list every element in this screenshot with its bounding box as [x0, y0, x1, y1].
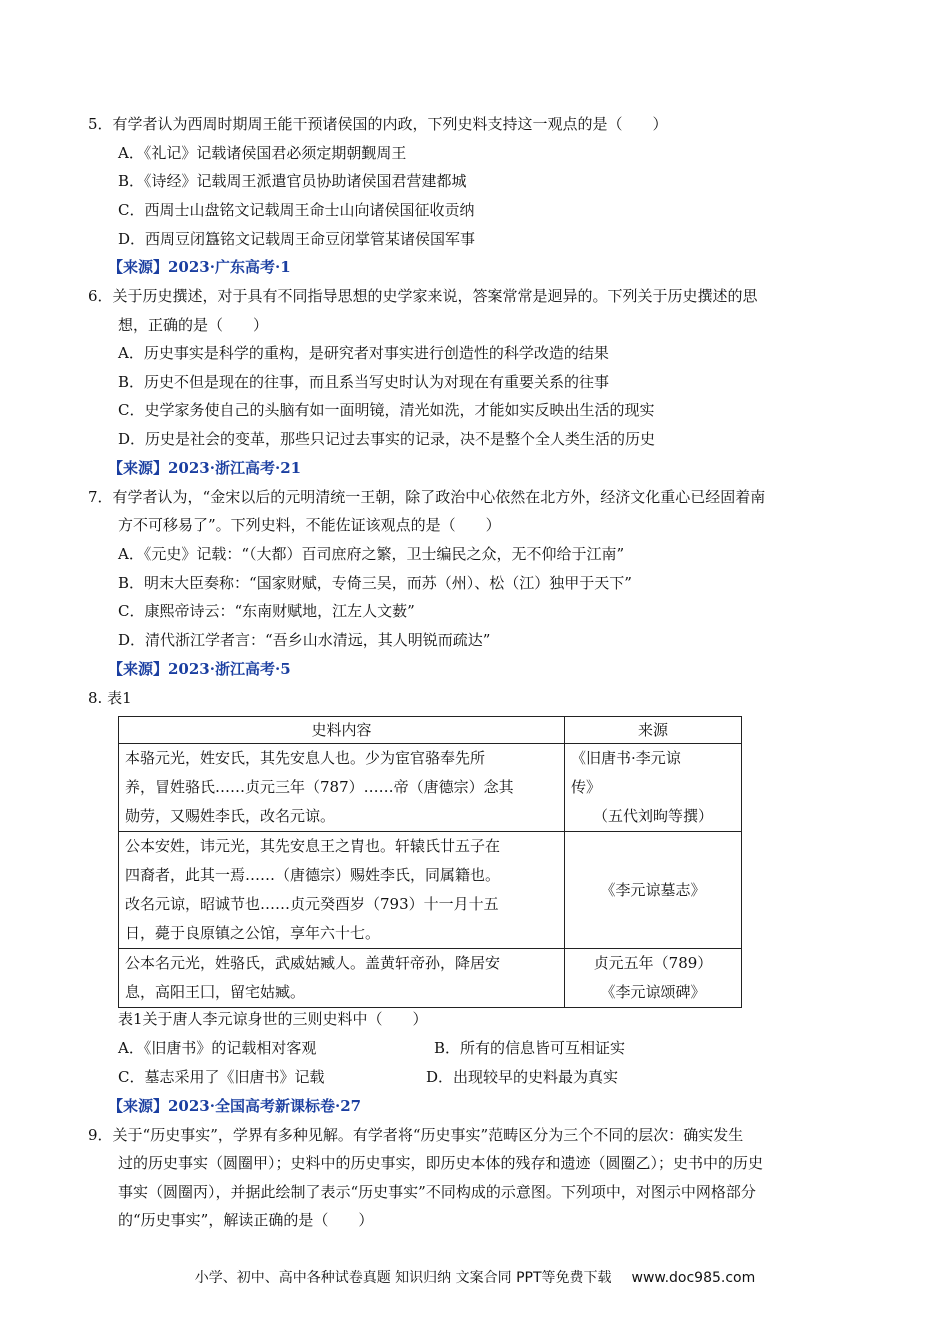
q8-option-a: A．《旧唐书》的记载相对客观 — [118, 1039, 317, 1057]
table-header-source: 来源 — [565, 717, 742, 744]
page-footer — [0, 1267, 950, 1287]
cell-line: 《旧唐书·李元谅 — [571, 749, 681, 767]
table-cell-source — [565, 832, 742, 949]
table-cell-content — [119, 832, 565, 949]
cell-line: 日，薨于良原镇之公馆，享年六十七。 — [125, 924, 381, 942]
q7-source: 【来源】2023·浙江高考·5 — [108, 660, 291, 678]
q6-option-d: D．历史是社会的变革，那些只记过去事实的记录，决不是整个全人类生活的历史 — [118, 430, 656, 448]
cell-line: 改名元谅，昭诚节也……贞元癸酉岁（793）十一月十五 — [125, 895, 499, 913]
cell-line: 息，高阳王囗，留宅姑臧。 — [125, 983, 306, 1001]
q5-option-b: B．《诗经》记载周王派遣官员协助诸侯国君营建都城 — [118, 172, 467, 190]
cell-line: 《李元谅颂碑》 — [600, 983, 706, 1001]
q8-source: 【来源】2023·全国高考新课标卷·27 — [108, 1097, 362, 1115]
q5-option-d: D．西周豆闭簋铭文记载周王命豆闭掌管某诸侯国军事 — [118, 230, 476, 248]
q6-option-c: C．史学家务使自己的头脑有如一面明镜，清光如洗，才能如实反映出生活的现实 — [118, 401, 655, 419]
q8-stem: 8. 表1 — [88, 689, 132, 707]
q5-source: 【来源】2023·广东高考·1 — [108, 258, 291, 276]
q8-table — [118, 716, 742, 1008]
q8-option-c: C．墓志采用了《旧唐书》记载 — [118, 1068, 325, 1086]
cell-line: 《李元谅墓志》 — [600, 880, 706, 899]
cell-line: 养，冒姓骆氏……贞元三年（787）……帝（唐德宗）念其 — [125, 778, 514, 796]
q6-stem-line-2: 想，正确的是（ ） — [118, 316, 269, 334]
q7-stem-line-1: 7．有学者认为，“金宋以后的元明清统一王朝，除了政治中心依然在北方外，经济文化重心已经固着南 — [88, 488, 766, 506]
q9-stem-line-1: 9．关于“历史事实”，学界有多种见解。有学者将“历史事实”范畴区分为三个不同的层次：确实发生 — [88, 1126, 744, 1144]
q7-option-d: D．清代浙江学者言：“吾乡山水清远，其人明锐而疏达” — [118, 631, 491, 649]
table-row — [119, 832, 742, 949]
cell-line: 公本名元光，姓骆氏，武威姑臧人。盖黄轩帝孙，降居安 — [125, 954, 501, 972]
q8-option-b: B．所有的信息皆可互相证实 — [434, 1039, 626, 1057]
q6-option-a: A．历史事实是科学的重构，是研究者对事实进行创造性的科学改造的结果 — [118, 344, 609, 362]
table-cell-content — [119, 949, 565, 1008]
table-header-content: 史料内容 — [119, 717, 565, 744]
q6-option-b: B．历史不但是现在的往事，而且系当写史时认为对现在有重要关系的往事 — [118, 373, 610, 391]
table-row — [119, 744, 742, 832]
footer-site-link[interactable]: www.doc985.com — [631, 1270, 756, 1286]
cell-line: 勋劳，又赐姓李氏，改名元谅。 — [125, 807, 336, 825]
cell-line: 本骆元光，姓安氏，其先安息人也。少为宦官骆奉先所 — [125, 749, 486, 767]
cell-line: 公本安姓，讳元光，其先安息王之胄也。轩辕氏廿五子在 — [125, 837, 501, 855]
footer-text: 小学、初中、高中各种试卷真题 知识归纳 文案合同 PPT等免费下载 — [194, 1270, 612, 1286]
q9-stem-line-3: 事实（圆圈丙），并据此绘制了表示“历史事实”不同构成的示意图。下列项中，对图示中网格部分 — [118, 1183, 756, 1201]
cell-line: （五代刘昫等撰） — [592, 807, 713, 825]
cell-line: 传》 — [571, 778, 602, 796]
q8-question: 表1关于唐人李元谅身世的三则史料中（ ） — [118, 1010, 428, 1028]
q7-option-c: C．康熙帝诗云：“东南财赋地，江左人文薮” — [118, 602, 415, 620]
q8-option-d: D．出现较早的史料最为真实 — [426, 1068, 619, 1086]
table-row — [119, 949, 742, 1008]
table-header-row — [119, 717, 742, 744]
cell-line: 贞元五年（789） — [593, 954, 713, 972]
table-cell-content — [119, 744, 565, 832]
q5-stem: 5．有学者认为西周时期周王能干预诸侯国的内政，下列史料支持这一观点的是（ ） — [88, 115, 668, 133]
q7-option-b: B．明末大臣奏称：“国家财赋，专倚三吴，而苏（州）、松（江）独甲于天下” — [118, 574, 632, 592]
q7-option-a: A．《元史》记载：“（大都）百司庶府之繁，卫士编民之众，无不仰给于江南” — [118, 545, 625, 563]
table-cell-source — [565, 949, 742, 1008]
q9-stem-line-2: 过的历史事实（圆圈甲）；史料中的历史事实，即历史本体的残存和遗迹（圆圈乙）；史书中的历史 — [118, 1154, 764, 1172]
q5-option-c: C．西周士山盘铭文记载周王命士山向诸侯国征收贡纳 — [118, 201, 475, 219]
cell-line: 四裔者，此其一焉……（唐德宗）赐姓李氏，同属籍也。 — [125, 866, 501, 884]
q9-stem-line-4: 的“历史事实”，解读正确的是（ ） — [118, 1211, 374, 1229]
q5-option-a: A．《礼记》记载诸侯国君必须定期朝觐周王 — [118, 144, 407, 162]
q6-stem-line-1: 6．关于历史撰述，对于具有不同指导思想的史学家来说，答案常常是迥异的。下列关于历史撰述的思 — [88, 287, 758, 305]
q6-source: 【来源】2023·浙江高考·21 — [108, 459, 302, 477]
table-cell-source — [565, 744, 742, 832]
q7-stem-line-2: 方不可移易了”。下列史料，不能佐证该观点的是（ ） — [118, 516, 501, 534]
